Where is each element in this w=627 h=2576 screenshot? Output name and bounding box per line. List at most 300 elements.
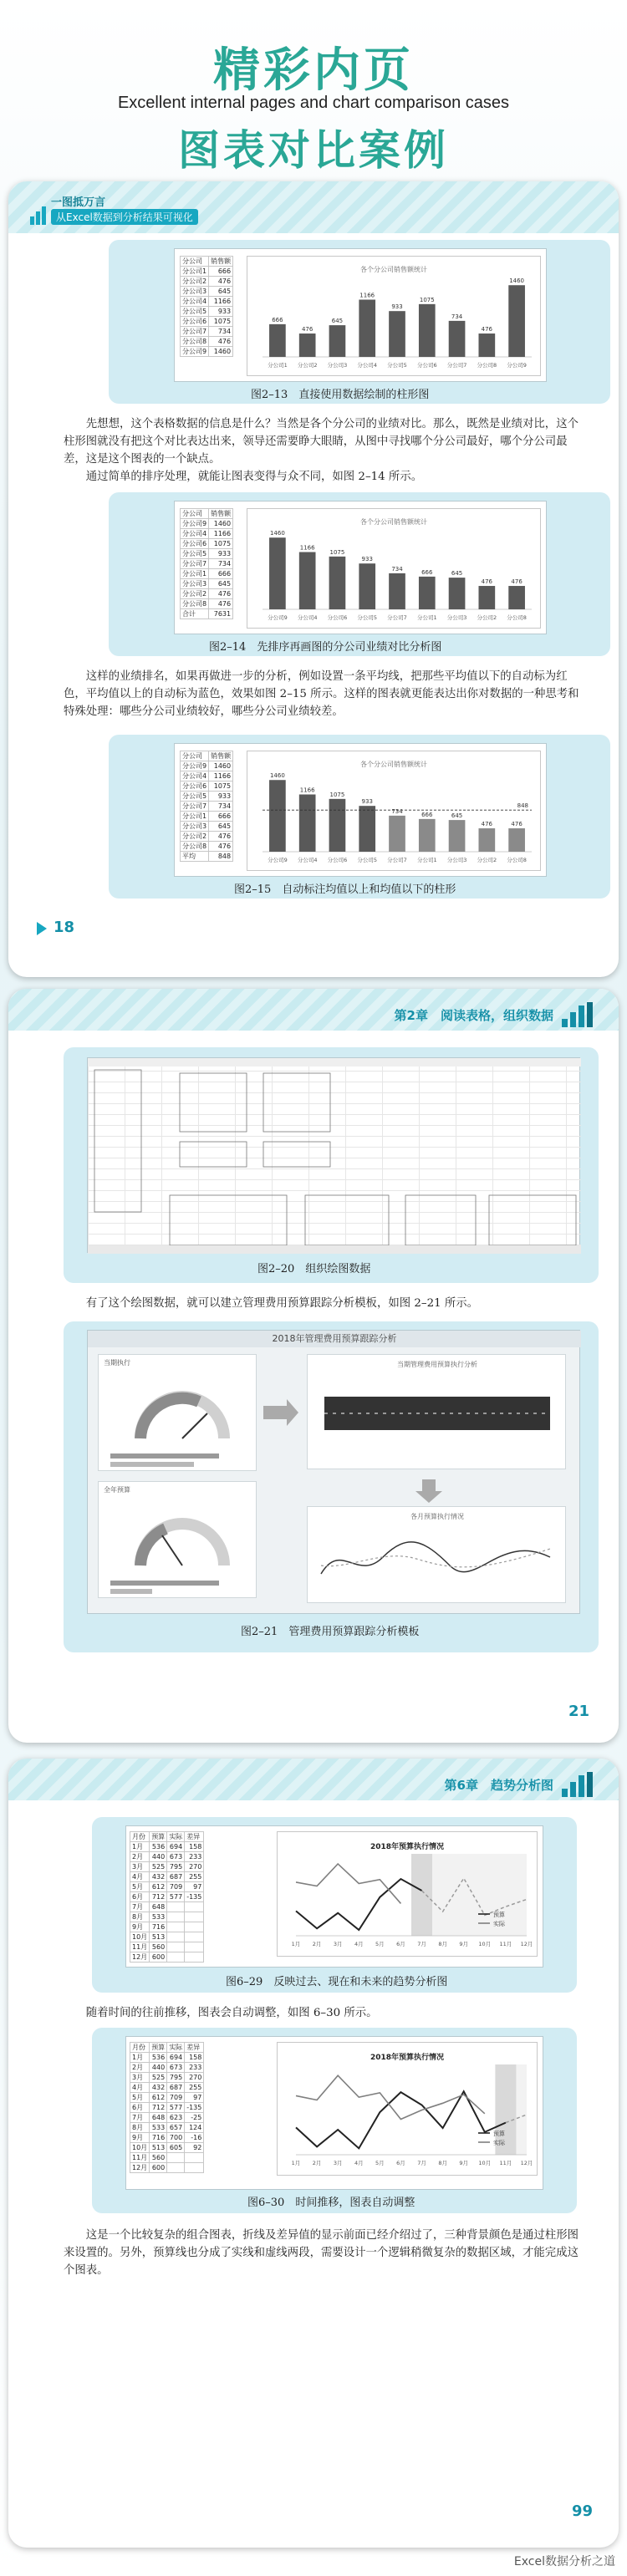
tick-label: 3月 xyxy=(333,2160,343,2166)
table-row xyxy=(130,1882,204,1892)
table-cell: 645 xyxy=(209,822,233,832)
table-cell: 合计 xyxy=(181,609,209,619)
spreadsheet-screenshot xyxy=(87,1057,580,1253)
table-cell: 533 xyxy=(150,1912,167,1922)
table-cell: 12月 xyxy=(130,1952,150,1963)
table-cell: 734 xyxy=(209,559,233,569)
data-label: 1460 xyxy=(269,530,285,537)
chapter-title: 第6章 趋势分析图 xyxy=(444,1777,553,1793)
table-cell: 分公司1 xyxy=(181,569,209,579)
data-label: 1460 xyxy=(509,277,525,285)
future-band xyxy=(516,2064,527,2155)
table-cell: 709 xyxy=(167,2093,185,2103)
figure-2-14 xyxy=(109,492,610,656)
chapter-title: 第2章 阅读表格，组织数据 xyxy=(394,1007,553,1023)
table-cell: 分公司8 xyxy=(181,842,209,852)
table-cell: 712 xyxy=(150,2103,167,2113)
table-cell xyxy=(185,1912,204,1922)
table-row xyxy=(130,1952,204,1963)
brand-line-2: 从Excel数据到分析结果可视化 xyxy=(51,209,198,225)
table-cell: 734 xyxy=(209,327,233,337)
table-cell: 536 xyxy=(150,1842,167,1852)
paragraph: 有了这个绘图数据，就可以建立管理费用预算跟踪分析模板，如图 2–21 所示。 xyxy=(85,1297,479,1310)
table-row xyxy=(181,599,233,609)
table-cell: 158 xyxy=(185,2053,204,2063)
data-label: 476 xyxy=(481,578,493,586)
average-label: 848 xyxy=(517,802,528,810)
sorted-sales-table xyxy=(180,508,233,619)
table-cell xyxy=(167,1942,185,1952)
table-row xyxy=(130,1912,204,1922)
table-row xyxy=(130,2113,204,2123)
trend-sheet-screenshot xyxy=(125,2036,543,2190)
实际-series-line xyxy=(296,2075,485,2119)
bar xyxy=(329,557,346,609)
table-cell: 657 xyxy=(167,2123,185,2133)
table-cell: 577 xyxy=(167,2103,185,2113)
trend-line-chart xyxy=(277,1831,538,1957)
paragraph: 这是一个比较复杂的组合图表，折线及差异值的显示前面已经介绍过了，三种背景颜色是通过柱形图来设置的。另外，预算线也分成了实线和虚线两段，需要设计一个逻辑稍微复杂的数据区域，才能完成这个图表。 xyxy=(64,2229,579,2277)
tick-label: 11月 xyxy=(499,1941,512,1947)
chart-title: 当期管理费用预算执行分析 xyxy=(397,1361,477,1368)
spreadsheet-blocks xyxy=(88,1058,581,1254)
table-cell xyxy=(185,1902,204,1912)
table-row xyxy=(181,267,233,277)
table-cell: 645 xyxy=(209,287,233,297)
bar xyxy=(269,324,286,357)
chart-title: 各个分公司销售额统计 xyxy=(360,761,427,768)
table-cell: 673 xyxy=(167,1852,185,1862)
table-cell: 476 xyxy=(209,337,233,347)
tick-label: 3月 xyxy=(333,1941,343,1947)
table-cell: 分公司9 xyxy=(181,347,209,357)
table-cell: 255 xyxy=(185,2083,204,2093)
table-cell: 666 xyxy=(209,812,233,822)
book-page-18 xyxy=(8,181,619,977)
table-cell: 270 xyxy=(185,1862,204,1872)
bar xyxy=(389,573,405,609)
tick-label: 1月 xyxy=(291,2160,301,2166)
table-cell: 158 xyxy=(185,1842,204,1852)
table-cell: 560 xyxy=(150,1942,167,1952)
bar xyxy=(419,819,436,852)
table-cell: 分公司5 xyxy=(181,792,209,802)
header-title: 精彩内页 xyxy=(213,43,414,98)
bar xyxy=(359,299,375,357)
header-title-2: 图表对比案例 xyxy=(178,126,449,175)
table-cell: 476 xyxy=(209,599,233,609)
table-cell: 分公司4 xyxy=(181,529,209,539)
table-cell: 694 xyxy=(167,1842,185,1852)
chart-title: 2018年预算执行情况 xyxy=(370,2054,445,2062)
table-cell: 8月 xyxy=(130,1912,150,1922)
table-cell xyxy=(185,1952,204,1963)
table-cell: 1460 xyxy=(209,519,233,529)
table-cell: 1460 xyxy=(209,761,233,771)
table-cell: 分公司5 xyxy=(181,307,209,317)
table-cell: 1460 xyxy=(209,347,233,357)
data-label: 476 xyxy=(511,578,522,586)
table-row xyxy=(130,2153,204,2163)
table-cell xyxy=(185,2153,204,2163)
table-cell: 分公司4 xyxy=(181,771,209,781)
table-cell xyxy=(167,1922,185,1932)
table-cell: 分公司2 xyxy=(181,832,209,842)
table-cell: 734 xyxy=(209,802,233,812)
table-cell: 分公司7 xyxy=(181,327,209,337)
table-header-row xyxy=(181,509,233,519)
legend-entry: 预算 xyxy=(493,2131,505,2137)
table-cell: 分公司1 xyxy=(181,267,209,277)
panel-label: 当期执行 xyxy=(104,1359,130,1367)
table-header-cell: 分公司 xyxy=(181,257,209,267)
trend-line-chart xyxy=(277,2042,538,2176)
table-row xyxy=(130,1902,204,1912)
table-row xyxy=(130,2053,204,2063)
table-row xyxy=(130,1862,204,1872)
bar xyxy=(359,806,375,852)
table-cell: 933 xyxy=(209,549,233,559)
tick-label: 分公司5 xyxy=(357,857,378,863)
data-label: 1460 xyxy=(269,772,285,780)
figure-2-20 xyxy=(64,1047,599,1283)
tick-label: 7月 xyxy=(417,2160,426,2166)
tick-label: 分公司6 xyxy=(416,362,437,369)
table-cell: 666 xyxy=(209,569,233,579)
figure-caption: 图2–21 管理费用预算跟踪分析模板 xyxy=(241,1626,420,1638)
panel-label: 全年预算 xyxy=(104,1486,130,1494)
table-cell: 分公司6 xyxy=(181,539,209,549)
table-cell: 6月 xyxy=(130,2103,150,2113)
legend-entry: 实际 xyxy=(493,1921,505,1927)
table-cell: 623 xyxy=(167,2113,185,2123)
current-month-band xyxy=(411,1854,432,1936)
table-row xyxy=(181,812,233,822)
table-cell: 1075 xyxy=(209,317,233,327)
table-cell: 476 xyxy=(209,589,233,599)
table-row xyxy=(181,822,233,832)
table-header-cell: 月份 xyxy=(130,2043,150,2053)
table-row xyxy=(130,2133,204,2143)
tick-label: 分公司9 xyxy=(268,614,288,621)
table-cell: 795 xyxy=(167,1862,185,1872)
watermark: Excel数据分析之道 xyxy=(513,2555,615,2568)
bar xyxy=(389,816,405,852)
data-label: 476 xyxy=(481,821,493,828)
bar-chart xyxy=(247,751,541,871)
tick-label: 分公司7 xyxy=(387,857,407,863)
table-header-cell: 预算 xyxy=(150,2043,167,2053)
book-brand xyxy=(30,193,198,225)
table-cell: 600 xyxy=(150,2163,167,2173)
data-label: 476 xyxy=(481,326,493,333)
tick-label: 分公司3 xyxy=(446,614,467,621)
table-cell: 分公司3 xyxy=(181,822,209,832)
table-cell xyxy=(167,1932,185,1942)
tick-label: 2月 xyxy=(312,1941,322,1947)
table-cell: -16 xyxy=(185,2133,204,2143)
table-header-cell: 分公司 xyxy=(181,509,209,519)
data-label: 734 xyxy=(391,807,403,815)
bar xyxy=(449,321,466,357)
table-cell: 2月 xyxy=(130,2063,150,2073)
table-cell: 分公司7 xyxy=(181,559,209,569)
table-cell: 648 xyxy=(150,1902,167,1912)
budget-table xyxy=(130,1831,204,1963)
tick-label: 分公司4 xyxy=(297,857,318,863)
table-cell: 1166 xyxy=(209,771,233,781)
tick-label: 分公司6 xyxy=(327,614,348,621)
table-cell: 533 xyxy=(150,2123,167,2133)
table-header-cell: 销售额 xyxy=(209,257,233,267)
tick-label: 10月 xyxy=(478,1941,492,1947)
table-row xyxy=(130,2103,204,2113)
table-row xyxy=(181,802,233,812)
data-label: 645 xyxy=(451,812,463,820)
table-row xyxy=(181,761,233,771)
dashboard-screenshot xyxy=(87,1330,580,1614)
tick-label: 分公司1 xyxy=(416,857,437,863)
table-row xyxy=(181,287,233,297)
table-row xyxy=(181,792,233,802)
data-label: 734 xyxy=(391,565,403,573)
tick-label: 分公司7 xyxy=(446,362,467,369)
table-cell: 分公司9 xyxy=(181,761,209,771)
table-row xyxy=(130,1852,204,1862)
table-cell: 11月 xyxy=(130,2153,150,2163)
figure-2-13 xyxy=(109,240,610,404)
table-cell: 分公司4 xyxy=(181,297,209,307)
table-row xyxy=(181,277,233,287)
table-header-cell: 销售额 xyxy=(209,509,233,519)
table-row xyxy=(130,1892,204,1902)
table-cell: 97 xyxy=(185,2093,204,2103)
table-cell: 分公司7 xyxy=(181,802,209,812)
chart-title: 各个分公司销售额统计 xyxy=(360,518,427,526)
page-number-arrow-icon xyxy=(37,922,47,935)
mini-bar-chart xyxy=(308,1355,567,1470)
table-cell: 2月 xyxy=(130,1852,150,1862)
table-header-cell: 差异 xyxy=(185,2043,204,2053)
table-cell xyxy=(167,2153,185,2163)
table-cell: 平均 xyxy=(181,852,209,862)
page-number: 99 xyxy=(572,2502,594,2520)
table-cell: 7631 xyxy=(209,609,233,619)
table-cell xyxy=(167,1912,185,1922)
实际-series-line xyxy=(296,1864,400,1903)
data-label: 476 xyxy=(301,326,314,333)
table-cell: 分公司3 xyxy=(181,579,209,589)
table-cell: 233 xyxy=(185,2063,204,2073)
table-row xyxy=(181,589,233,599)
table-row xyxy=(130,1842,204,1852)
data-label: 734 xyxy=(451,313,463,320)
bar xyxy=(508,586,525,609)
table-header-row xyxy=(130,2043,204,2053)
table-cell: 97 xyxy=(185,1882,204,1892)
table-cell: 92 xyxy=(185,2143,204,2153)
table-cell: 4月 xyxy=(130,1872,150,1882)
tick-label: 12月 xyxy=(520,2160,533,2166)
table-cell: 795 xyxy=(167,2073,185,2083)
bar xyxy=(478,586,495,609)
table-header-row xyxy=(181,751,233,761)
table-cell: 分公司8 xyxy=(181,599,209,609)
table-cell: 分公司6 xyxy=(181,317,209,327)
table-cell: 9月 xyxy=(130,1922,150,1932)
tick-label: 分公司2 xyxy=(477,857,497,863)
paragraph: 这样的业绩排名，如果再做进一步的分析，例如设置一条平均线，把那些平均值以下的自动标为红色，平均值以上的自动标为蓝色，效果如图 2–15 所示。这样的图表就更能表达出你对数据的一种思考和特殊处理：哪些分公司业绩较好，哪些分公司业绩较差。 xyxy=(64,670,579,718)
table-row xyxy=(181,519,233,529)
table-cell: 7月 xyxy=(130,2113,150,2123)
bar xyxy=(269,780,286,852)
sales-table xyxy=(180,256,233,357)
figure-caption: 图2–20 组织绘图数据 xyxy=(257,1263,371,1275)
table-row xyxy=(181,539,233,549)
table-cell: 432 xyxy=(150,2083,167,2093)
tick-label: 分公司7 xyxy=(387,614,407,621)
table-cell: 440 xyxy=(150,2063,167,2073)
line-chart-svg xyxy=(278,1832,537,1956)
table-cell: 666 xyxy=(209,267,233,277)
table-cell: 600 xyxy=(150,1952,167,1963)
tick-label: 4月 xyxy=(354,1941,364,1947)
chart-title: 各个分公司销售额统计 xyxy=(360,266,427,273)
bar xyxy=(299,794,316,852)
brand-bars-icon xyxy=(30,206,46,225)
table-cell: 700 xyxy=(167,2133,185,2143)
table-cell: 270 xyxy=(185,2073,204,2083)
paragraph: 通过简单的排序处理，就能让图表变得与众不同，如图 2–14 所示。 xyxy=(85,471,423,483)
预算-series-line xyxy=(296,1879,422,1930)
data-label: 1075 xyxy=(329,791,345,798)
bar-chart-svg xyxy=(247,257,540,375)
bar xyxy=(478,333,495,357)
sales-table-with-average xyxy=(180,751,233,862)
tick-label: 2月 xyxy=(312,2160,322,2166)
bar xyxy=(449,578,466,609)
book-page-99 xyxy=(8,1759,619,2548)
bar xyxy=(478,828,495,852)
table-cell: 848 xyxy=(209,852,233,862)
table-row xyxy=(181,832,233,842)
tick-label: 分公司6 xyxy=(327,857,348,863)
header-subtitle: Excellent internal pages and chart comparison cases xyxy=(117,94,510,112)
table-cell: 1166 xyxy=(209,529,233,539)
tick-label: 分公司5 xyxy=(387,362,407,369)
page-number: 18 xyxy=(54,919,75,936)
bar xyxy=(419,304,436,357)
chapter-header xyxy=(445,1772,602,1797)
table-cell xyxy=(185,1932,204,1942)
table-cell: 11月 xyxy=(130,1942,150,1952)
table-cell: 1075 xyxy=(209,539,233,549)
table-row xyxy=(181,609,233,619)
table-cell: 124 xyxy=(185,2123,204,2133)
table-row xyxy=(130,2093,204,2103)
table-cell: 分公司2 xyxy=(181,277,209,287)
table-header-cell: 销售额 xyxy=(209,751,233,761)
tick-label: 分公司9 xyxy=(268,857,288,863)
table-cell: 分公司8 xyxy=(181,337,209,347)
chart-title: 各月预算执行情况 xyxy=(410,1513,464,1520)
legend-entry: 预算 xyxy=(493,1912,505,1918)
table-cell: 分公司2 xyxy=(181,589,209,599)
tick-label: 分公司1 xyxy=(416,614,437,621)
bar xyxy=(508,285,525,357)
data-label: 933 xyxy=(391,303,403,311)
table-header-row xyxy=(181,257,233,267)
table-cell: 709 xyxy=(167,1882,185,1892)
tick-label: 分公司8 xyxy=(507,614,527,621)
table-cell xyxy=(167,1952,185,1963)
chapter-bars-icon xyxy=(562,1002,602,1027)
tick-label: 6月 xyxy=(396,2160,405,2166)
table-cell: 476 xyxy=(209,277,233,287)
table-cell: 9月 xyxy=(130,2133,150,2143)
bar-chart-svg xyxy=(247,509,540,628)
tick-label: 分公司2 xyxy=(297,362,318,369)
table-cell: 255 xyxy=(185,1872,204,1882)
data-label: 1166 xyxy=(299,787,315,794)
tick-label: 12月 xyxy=(520,1941,533,1947)
table-cell: 476 xyxy=(209,832,233,842)
table-cell: 612 xyxy=(150,2093,167,2103)
figure-2-14-screenshot xyxy=(174,501,547,634)
figure-caption: 图2–13 直接使用数据绘制的柱形图 xyxy=(251,389,430,401)
tick-label: 分公司5 xyxy=(357,614,378,621)
table-cell: 525 xyxy=(150,1862,167,1872)
bar xyxy=(419,577,436,609)
figure-caption: 图2–14 先排序再画图的分公司业绩对比分析图 xyxy=(209,641,442,654)
trend-sheet-screenshot xyxy=(125,1825,543,1968)
table-cell: 605 xyxy=(167,2143,185,2153)
table-cell xyxy=(167,1902,185,1912)
table-cell: 分公司1 xyxy=(181,812,209,822)
tick-label: 11月 xyxy=(499,2160,512,2166)
table-cell xyxy=(185,1942,204,1952)
figure-caption: 图6–30 时间推移，图表自动调整 xyxy=(247,2197,415,2209)
tick-label: 1月 xyxy=(291,1941,301,1947)
tick-label: 分公司9 xyxy=(507,362,527,369)
table-cell: 645 xyxy=(209,579,233,589)
table-cell: 525 xyxy=(150,2073,167,2083)
table-cell xyxy=(167,2163,185,2173)
tick-label: 6月 xyxy=(396,1941,405,1947)
table-cell: 712 xyxy=(150,1892,167,1902)
table-cell: 3月 xyxy=(130,1862,150,1872)
table-cell: 分公司6 xyxy=(181,781,209,792)
table-row xyxy=(181,297,233,307)
table-cell: 分公司5 xyxy=(181,549,209,559)
tick-label: 4月 xyxy=(354,2160,364,2166)
figure-2-13-screenshot xyxy=(174,248,547,382)
table-header-row xyxy=(130,1832,204,1842)
bar xyxy=(299,333,316,357)
table-row xyxy=(181,337,233,347)
table-row xyxy=(181,549,233,559)
table-row xyxy=(130,2123,204,2133)
bar xyxy=(329,325,346,357)
tick-label: 分公司8 xyxy=(477,362,497,369)
table-row xyxy=(181,347,233,357)
table-header-cell: 实际 xyxy=(167,1832,185,1842)
data-label: 666 xyxy=(421,568,433,576)
tick-label: 8月 xyxy=(438,1941,447,1947)
table-cell: 10月 xyxy=(130,2143,150,2153)
figure-6-29 xyxy=(92,1817,577,1993)
table-cell: 6月 xyxy=(130,1892,150,1902)
